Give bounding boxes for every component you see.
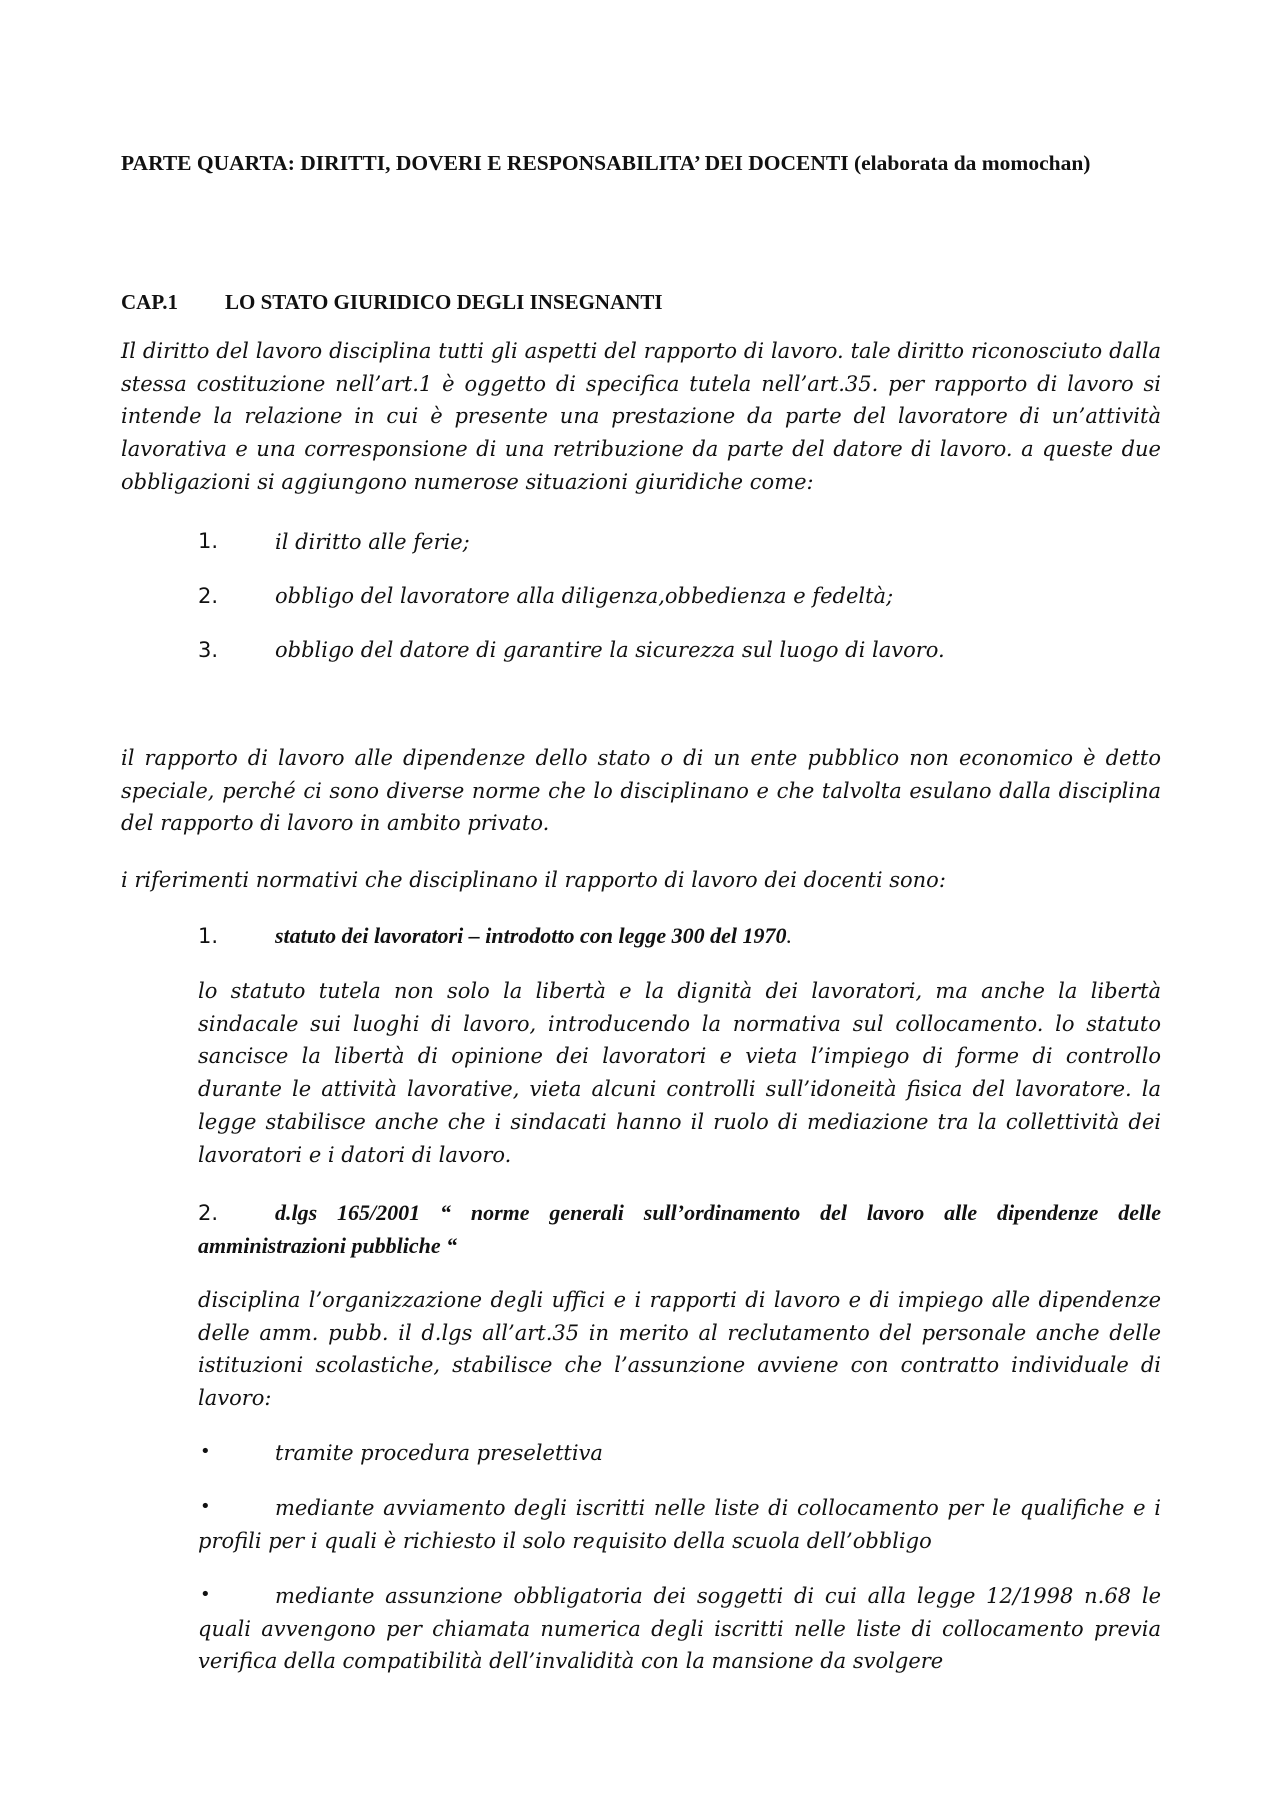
chapter-title: LO STATO GIURIDICO DEGLI INSEGNANTI bbox=[225, 290, 663, 314]
page-heading: PARTE QUARTA: DIRITTI, DOVERI E RESPONSABILITA’ DEI DOCENTI (elaborata da momochan) bbox=[121, 151, 1091, 175]
paragraph-references: i riferimenti normativi che disciplinano il rapporto di lavoro dei docenti sono: bbox=[121, 868, 946, 892]
bullet-text: tramite procedura preselettiva bbox=[275, 1441, 603, 1465]
reference-title-suffix: . bbox=[786, 923, 792, 948]
bullet-text: mediante avviamento degli iscritti nelle liste di collocamento per le qualifiche e i profili per i quali è richiesto il solo requisito della scuola dell’obbligo bbox=[198, 1496, 1161, 1553]
intro-paragraph: Il diritto del lavoro disciplina tutti gli aspetti del rapporto di lavoro. tale diritto riconosciuto dalla stessa costituzione nell’art.1 è oggetto di specifica tutela nell’art.35. per rapporto di lavoro si intende la relazione in cui è presente una prestazione da parte del lavoratore di un’attività lavorativa e una corresponsione di una retribuzione da parte del datore di lavoro. a queste due obbligazioni si aggiungono numerose situazioni giuridiche come: bbox=[121, 339, 1161, 494]
bullet-icon: • bbox=[200, 1584, 211, 1605]
reference-number: 1. bbox=[198, 924, 219, 948]
chapter-number: CAP.1 bbox=[121, 290, 178, 314]
reference-number: 2. bbox=[198, 1201, 219, 1225]
paragraph-special: il rapporto di lavoro alle dipendenze dello stato o di un ente pubblico non economico è detto speciale, perché ci sono diverse norme che lo disciplinano e che talvolta esulano dalla disciplina del rapporto di lavoro in ambito privato. bbox=[121, 746, 1161, 836]
bullet-icon: • bbox=[200, 1496, 211, 1517]
reference-title: d.lgs 165/2001 “ norme generali sull’ordinamento del lavoro alle dipendenze delle amministrazioni pubbliche “ bbox=[198, 1200, 1161, 1258]
reference-body: lo statuto tutela non solo la libertà e la dignità dei lavoratori, ma anche la libertà sindacale sui luoghi di lavoro, introducendo la normativa sul collocamento. lo statuto sancisce la libertà di opinione dei lavoratori e vieta l’impiego di forme di controllo durante le attività lavorative, vieta alcuni controlli sull’idoneità fisica del lavoratore. la legge stabilisce anche che i sindacati hanno il ruolo di mediazione tra la collettività dei lavoratori e i datori di lavoro. bbox=[198, 979, 1161, 1167]
reference-body: disciplina l’organizzazione degli uffici e i rapporti di lavoro e di impiego alle dipendenze delle amm. pubb. il d.lgs all’art.35 in merito al reclutamento del personale anche delle istituzioni scolastiche, stabilisce che l’assunzione avviene con contratto individuale di lavoro: bbox=[198, 1288, 1161, 1411]
reference-title-text: statuto dei lavoratori – introdotto con legge 300 del 1970 bbox=[275, 923, 787, 948]
bullet-icon: • bbox=[200, 1441, 211, 1462]
reference-title bbox=[275, 920, 792, 953]
list-item-text: il diritto alle ferie; bbox=[275, 530, 470, 554]
list-item-number: 1. bbox=[198, 529, 219, 553]
list-item-text: obbligo del lavoratore alla diligenza,obbedienza e fedeltà; bbox=[275, 584, 894, 608]
bullet-text: mediante assunzione obbligatoria dei soggetti di cui alla legge 12/1998 n.68 le quali avvengono per chiamata numerica degli iscritti nelle liste di collocamento previa verifica della compatibilità dell’invalidità con la mansione da svolgere bbox=[198, 1584, 1161, 1674]
list-item-number: 2. bbox=[198, 584, 219, 608]
list-item-number: 3. bbox=[198, 638, 219, 662]
list-item-text: obbligo del datore di garantire la sicurezza sul luogo di lavoro. bbox=[275, 638, 945, 662]
